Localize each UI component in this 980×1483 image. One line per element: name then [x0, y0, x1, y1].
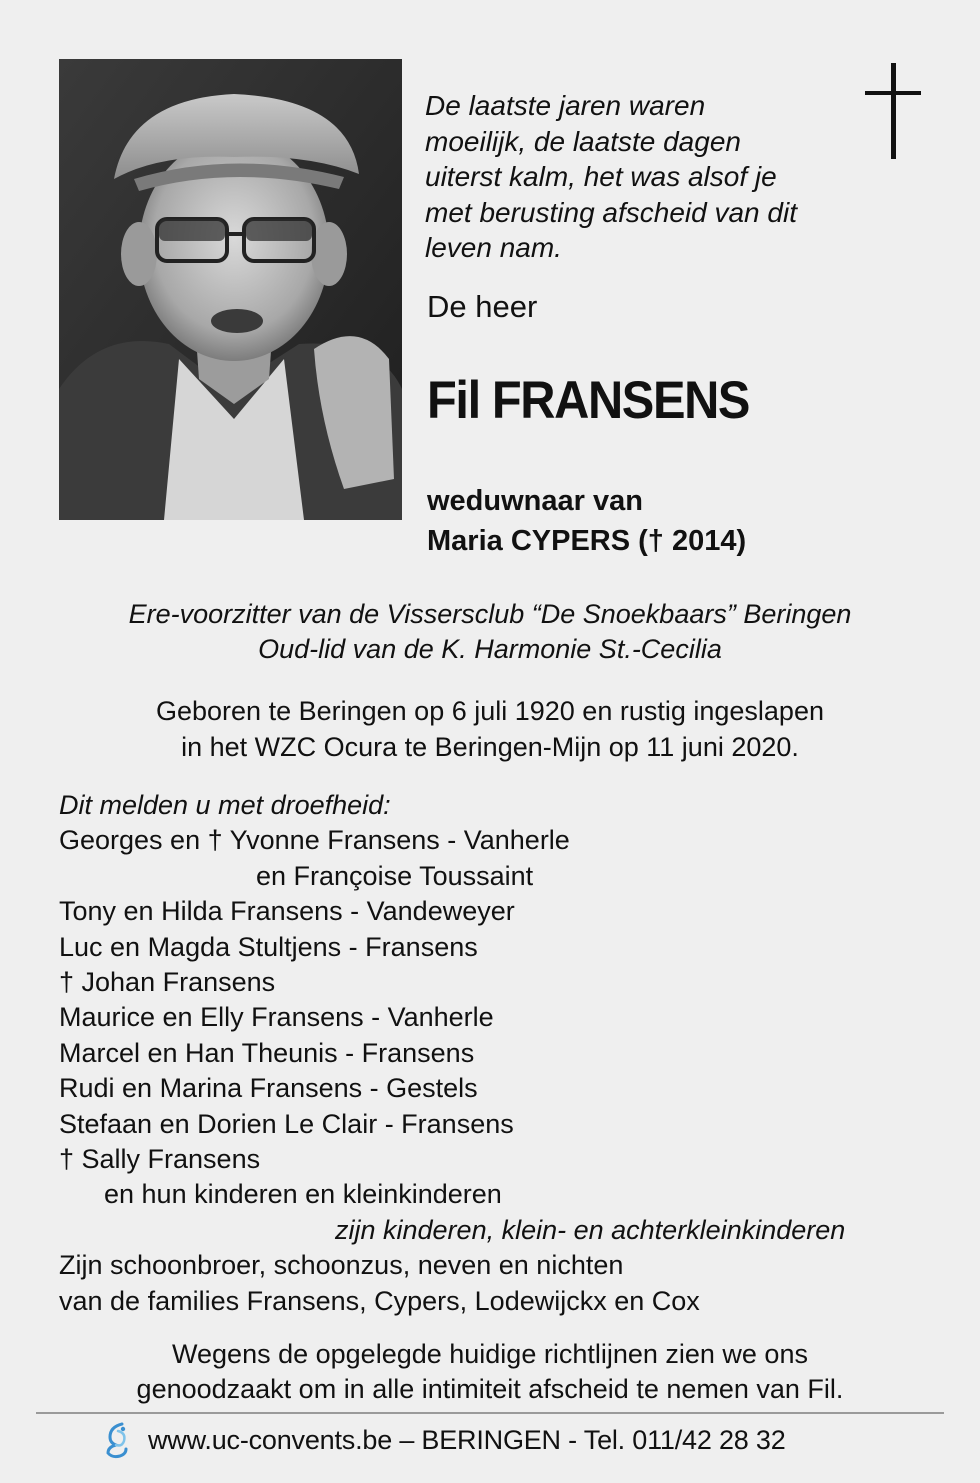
- family-line: Luc en Magda Stultjens - Fransens: [59, 931, 478, 962]
- footer-divider: [36, 1412, 944, 1414]
- family-list: [59, 788, 959, 1319]
- birth-line: Geboren te Beringen op 6 juli 1920 en rustig ingeslapen: [156, 696, 824, 726]
- footer: [104, 1420, 786, 1460]
- poem-line: moeilijk, de laatste dagen: [425, 125, 741, 157]
- title-line: Ere-voorzitter van de Vissersclub “De Snoekbaars” Beringen: [128, 599, 852, 629]
- poem-line: uiterst kalm, het was alsof je: [425, 161, 777, 192]
- footer-contact: www.uc-convents.be – BERINGEN - Tel. 011/42 28 32: [148, 1424, 786, 1455]
- honorary-titles: [0, 597, 980, 667]
- family-line: Rudi en Marina Fransens - Gestels: [59, 1073, 478, 1104]
- family-line: Zijn schoonbroer, schoonzus, neven en nichten: [59, 1250, 624, 1281]
- portrait-photo: [59, 59, 402, 520]
- poem-line: met berusting afscheid van dit: [425, 196, 797, 228]
- funeral-home-logo-icon: [104, 1421, 130, 1459]
- spouse-line: weduwnaar van: [427, 485, 643, 517]
- cross-icon: [865, 63, 921, 159]
- poem-line: leven nam.: [425, 232, 562, 263]
- spouse-info: [427, 481, 746, 561]
- family-line: en hun kinderen en kleinkinderen: [104, 1179, 502, 1210]
- portrait-illustration: [59, 59, 402, 520]
- salutation: De heer: [427, 289, 538, 324]
- deceased-name: Fil FRANSENS: [427, 371, 750, 430]
- family-line: † Johan Fransens: [59, 967, 276, 998]
- closing-note: [0, 1337, 980, 1407]
- family-line: Tony en Hilda Fransens - Vandeweyer: [59, 896, 515, 927]
- spouse-line: Maria CYPERS († 2014): [427, 525, 747, 557]
- family-line: Maurice en Elly Fransens - Vanherle: [59, 1002, 494, 1033]
- family-line: zijn kinderen, klein- en achterkleinkinderen: [335, 1214, 846, 1245]
- family-line: Marcel en Han Theunis - Fransens: [59, 1037, 475, 1068]
- poem: [425, 88, 855, 266]
- family-line: † Sally Fransens: [59, 1144, 261, 1175]
- birth-line: in het WZC Ocura te Beringen-Mijn op 11 juni 2020.: [181, 732, 799, 762]
- title-line: Oud-lid van de K. Harmonie St.-Cecilia: [258, 634, 722, 664]
- closing-line: genoodzaakt om in alle intimiteit afscheid te nemen van Fil.: [136, 1374, 844, 1404]
- poem-line: De laatste jaren waren: [425, 90, 706, 121]
- family-line: Georges en † Yvonne Fransens - Vanherle: [59, 825, 570, 856]
- family-line: van de families Fransens, Cypers, Lodewijckx en Cox: [59, 1285, 700, 1316]
- closing-line: Wegens de opgelegde huidige richtlijnen zien we ons: [172, 1339, 808, 1369]
- birth-death-info: [0, 693, 980, 765]
- family-line: en Françoise Toussaint: [256, 860, 534, 891]
- family-line: Stefaan en Dorien Le Clair - Fransens: [59, 1108, 514, 1139]
- family-intro: Dit melden u met droefheid:: [59, 790, 391, 820]
